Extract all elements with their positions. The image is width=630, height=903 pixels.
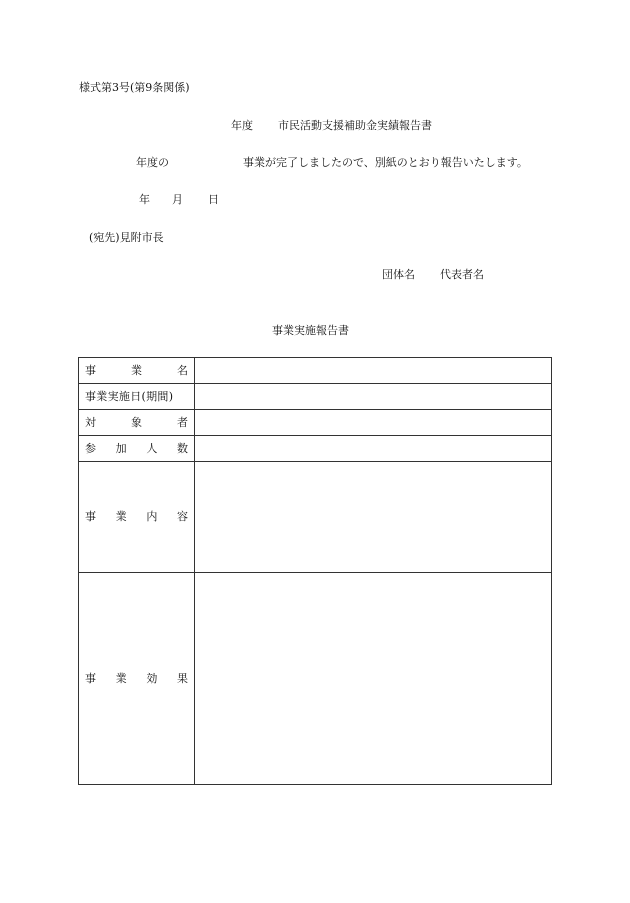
label-char: 事 [85, 363, 96, 377]
label-char: 業 [131, 363, 142, 377]
table-row [79, 384, 552, 410]
table-row [79, 436, 552, 462]
report-table [78, 357, 552, 785]
label-char: 事 [85, 510, 96, 523]
representative-name-label: 代表者名 [440, 268, 484, 281]
table-row [79, 573, 552, 785]
content-field[interactable] [195, 462, 552, 573]
label-char: 内 [146, 510, 158, 523]
form-number: 様式第3号(第9条関係) [79, 81, 190, 94]
label-char: 象 [131, 415, 142, 429]
row-label-implementation-date [79, 384, 195, 410]
row-label-project-name [79, 358, 195, 384]
label-char: 対 [85, 415, 96, 429]
implementation-date-field[interactable] [195, 384, 552, 410]
label-char: 人 [146, 441, 158, 455]
table-row [79, 358, 552, 384]
row-label-effect [79, 573, 195, 785]
label-text: 事業実施日(期間) [85, 389, 174, 403]
title-year-label: 年度 [231, 119, 253, 132]
label-char: 容 [176, 510, 188, 523]
participants-field[interactable] [195, 436, 552, 462]
document-title: 市民活動支援補助金実績報告書 [278, 119, 432, 132]
org-name-label: 団体名 [382, 268, 415, 281]
label-char: 者 [177, 415, 188, 429]
row-label-content [79, 462, 195, 573]
row-label-participants [79, 436, 195, 462]
row-label-target [79, 410, 195, 436]
effect-field[interactable] [195, 573, 552, 785]
date-day-label: 日 [208, 193, 219, 206]
addressee: (宛先)見附市長 [89, 231, 164, 244]
body-year-label: 年度の [136, 156, 169, 169]
project-name-field[interactable] [195, 358, 552, 384]
label-char: 名 [177, 363, 188, 377]
label-char: 加 [115, 441, 127, 455]
label-char: 事 [85, 671, 96, 685]
label-char: 果 [176, 671, 188, 685]
label-char: 数 [176, 441, 188, 455]
table-row [79, 462, 552, 573]
date-month-label: 月 [172, 193, 183, 206]
label-char: 業 [115, 671, 127, 685]
date-year-label: 年 [139, 193, 150, 206]
report-heading: 事業実施報告書 [272, 324, 349, 337]
target-field[interactable] [195, 410, 552, 436]
table-row [79, 410, 552, 436]
label-char: 効 [146, 671, 158, 685]
body-text: 事業が完了しましたので、別紙のとおり報告いたします。 [243, 156, 528, 169]
label-char: 業 [115, 510, 127, 523]
label-char: 参 [85, 441, 96, 455]
